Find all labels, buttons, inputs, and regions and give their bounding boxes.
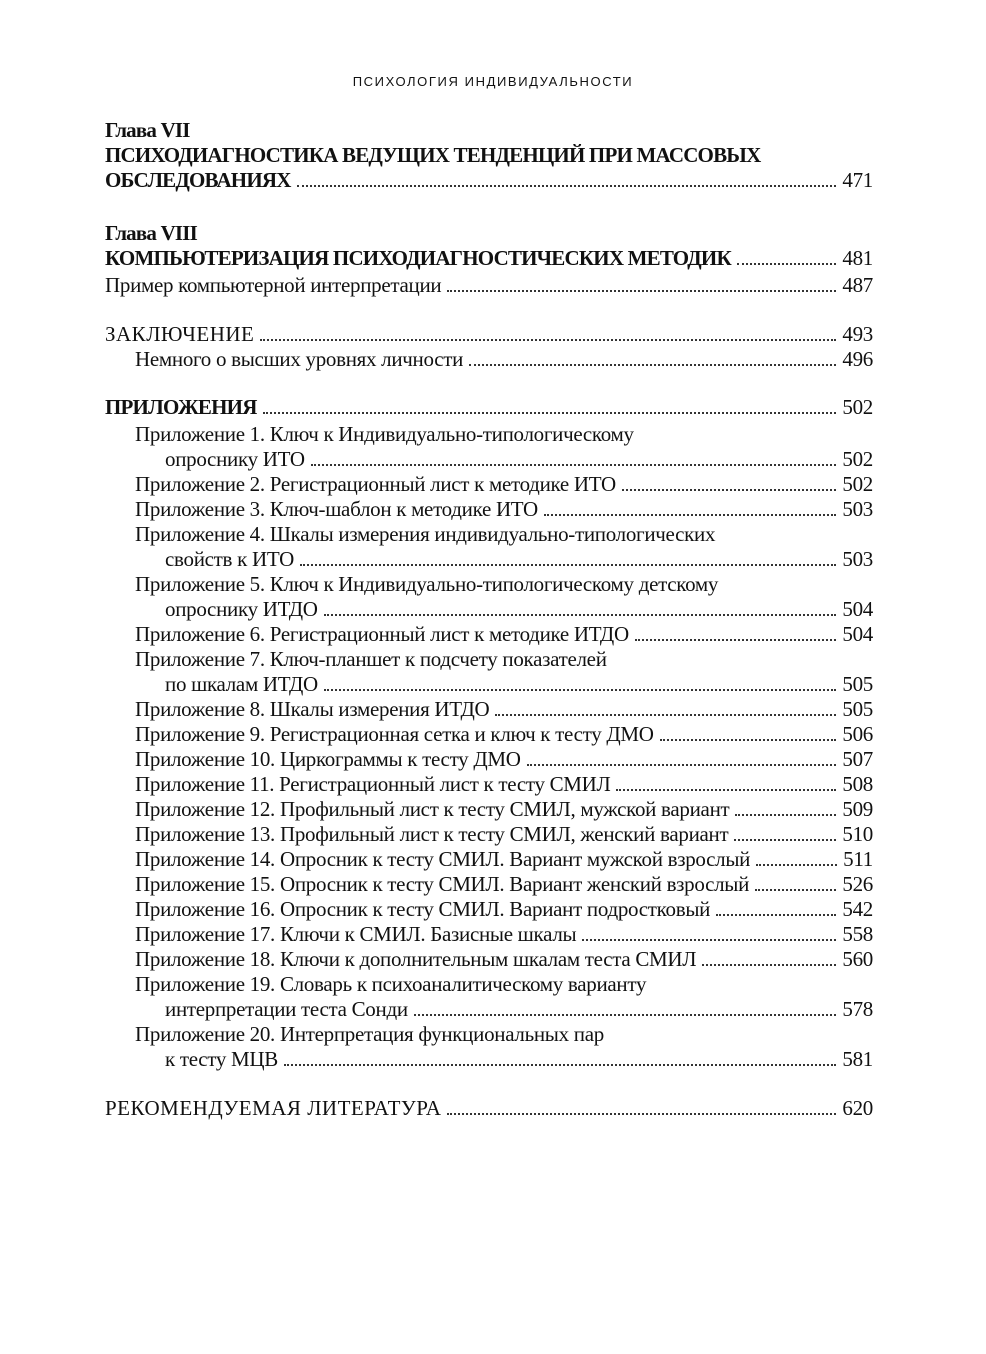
toc-entry-title: Приложение 1. Ключ к Индивидуально-типологическому [135,422,634,446]
dot-leader [756,864,837,866]
toc-entry[interactable] [105,797,873,822]
toc-entry[interactable] [105,772,873,797]
page-number: 560 [842,947,873,971]
toc-entry[interactable] [105,947,873,972]
toc-entry[interactable] [105,922,873,947]
dot-leader [734,839,836,841]
dot-leader [297,185,837,187]
toc-entry-title: Приложение 11. Регистрационный лист к тесту СМИЛ [135,772,611,796]
page-number: 504 [842,622,873,646]
toc-entry[interactable] [105,1022,873,1072]
toc-entry-title: ПРИЛОЖЕНИЯ [105,395,257,419]
page-number: 526 [842,872,873,896]
page-number: 558 [842,922,873,946]
toc-entry[interactable] [105,722,873,747]
toc-entry-title: Приложение 14. Опросник к тесту СМИЛ. Вариант мужской взрослый [135,847,751,871]
toc-entry-title: ПСИХОДИАГНОСТИКА ВЕДУЩИХ ТЕНДЕНЦИЙ ПРИ МАССОВЫХ [105,143,761,167]
toc-entry-title: Приложение 6. Регистрационный лист к методике ИТДО [135,622,629,646]
page-number: 502 [842,472,873,496]
dot-leader [544,514,836,516]
toc-entry[interactable] [105,143,873,193]
toc-entry-title: Приложение 3. Ключ-шаблон к методике ИТО [135,497,538,521]
toc-entry-title: Приложение 4. Шкалы измерения индивидуально-типологических [135,522,716,546]
dot-leader [737,263,837,265]
toc-entry-title: Приложение 10. Циркограммы к тесту ДМО [135,747,521,771]
toc-entry-title: ЗАКЛЮЧЕНИЕ [105,322,255,346]
toc-entry[interactable] [105,622,873,647]
toc-entry[interactable] [105,872,873,897]
toc-entry[interactable] [105,472,873,497]
dot-leader [622,489,837,491]
toc-entry-title: Приложение 15. Опросник к тесту СМИЛ. Вариант женский взрослый [135,872,750,896]
toc-entry-title: опроснику ИТДО [165,597,318,621]
page-number: 505 [842,672,873,696]
toc-entry-title: Приложение 7. Ключ-планшет к подсчету показателей [135,647,607,671]
toc-entry[interactable] [105,395,873,420]
dot-leader [447,290,836,292]
page-number: 511 [843,847,873,871]
dot-leader [324,689,837,691]
dot-leader [716,914,836,916]
toc-entry[interactable] [105,847,873,872]
toc-entry[interactable] [105,273,873,298]
page-number: 481 [842,246,873,270]
toc-entry[interactable] [105,246,873,271]
page-number: 508 [842,772,873,796]
dot-leader [263,412,837,414]
page-number: 496 [842,347,873,371]
toc-entry-title: Приложение 20. Интерпретация функциональных пар [135,1022,604,1046]
toc-entry-title: Глава VIII [105,221,198,245]
page-number: 503 [842,547,873,571]
page-number: 487 [842,273,873,297]
page-number: 509 [842,797,873,821]
toc-entry[interactable] [105,697,873,722]
toc-entry-title: свойств к ИТО [165,547,294,571]
dot-leader [582,939,836,941]
toc-entry-title: по шкалам ИТДО [165,672,318,696]
dot-leader [702,964,836,966]
toc-entry-title: Приложение 17. Ключи к СМИЛ. Базисные шкалы [135,922,577,946]
toc-entry[interactable] [105,972,873,1022]
page-number: 510 [842,822,873,846]
toc-entry-title: Приложение 9. Регистрационная сетка и ключ к тесту ДМО [135,722,654,746]
dot-leader [469,364,836,366]
toc-entry-title: РЕКОМЕНДУЕМАЯ ЛИТЕРАТУРА [105,1096,442,1120]
table-of-contents [105,118,873,1121]
page-number: 503 [842,497,873,521]
toc-entry[interactable] [105,322,873,347]
toc-entry[interactable] [105,647,873,697]
toc-entry[interactable] [105,572,873,622]
toc-entry[interactable] [105,347,873,372]
toc-entry[interactable] [105,497,873,522]
page-number: 493 [842,322,873,346]
dot-leader [495,714,836,716]
toc-entry[interactable] [105,897,873,922]
dot-leader [260,339,836,341]
page-number: 620 [842,1096,873,1120]
dot-leader [414,1014,837,1016]
toc-entry[interactable] [105,522,873,572]
toc-entry[interactable] [105,118,873,143]
toc-entry[interactable] [105,1096,873,1121]
toc-entry-title: Приложение 19. Словарь к психоаналитическому варианту [135,972,647,996]
page-number: 507 [842,747,873,771]
dot-leader [735,814,836,816]
toc-entry-title: Пример компьютерной интерпретации [105,273,442,297]
page-number: 506 [842,722,873,746]
toc-entry-title: КОМПЬЮТЕРИЗАЦИЯ ПСИХОДИАГНОСТИЧЕСКИХ МЕТОДИК [105,246,731,270]
dot-leader [447,1113,836,1115]
toc-entry-title: Приложение 2. Регистрационный лист к методике ИТО [135,472,616,496]
dot-leader [527,764,837,766]
page-number: 542 [842,897,873,921]
toc-entry[interactable] [105,422,873,472]
running-header: ПСИХОЛОГИЯ ИНДИВИДУАЛЬНОСТИ [352,74,634,89]
dot-leader [311,464,837,466]
page-number: 581 [842,1047,873,1071]
page-number: 502 [842,447,873,471]
toc-entry[interactable] [105,221,873,246]
toc-entry-title: Глава VII [105,118,190,142]
toc-entry-title: Приложение 8. Шкалы измерения ИТДО [135,697,490,721]
toc-entry-title: ОБСЛЕДОВАНИЯХ [105,168,291,192]
page-number: 505 [842,697,873,721]
toc-entry-title: Приложение 13. Профильный лист к тесту СМИЛ, женский вариант [135,822,729,846]
page-number: 471 [842,168,873,192]
dot-leader [755,889,836,891]
toc-entry-title: Приложение 16. Опросник к тесту СМИЛ. Вариант подростковый [135,897,711,921]
dot-leader [616,789,836,791]
dot-leader [635,639,837,641]
toc-entry[interactable] [105,822,873,847]
toc-entry-title: Приложение 5. Ключ к Индивидуально-типологическому детскому [135,572,719,596]
toc-entry-title: к тесту МЦВ [165,1047,278,1071]
dot-leader [300,564,836,566]
toc-entry-title: Приложение 18. Ключи к дополнительным шкалам теста СМИЛ [135,947,697,971]
toc-entry-title: интерпретации теста Сонди [165,997,408,1021]
toc-entry-title: Приложение 12. Профильный лист к тесту СМИЛ, мужской вариант [135,797,730,821]
toc-entry[interactable] [105,747,873,772]
page-number: 504 [842,597,873,621]
dot-leader [660,739,837,741]
toc-entry-title: опроснику ИТО [165,447,305,471]
toc-entry-title: Немного о высших уровнях личности [135,347,464,371]
dot-leader [324,614,837,616]
page-number: 578 [842,997,873,1021]
dot-leader [284,1064,836,1066]
page-number: 502 [842,395,873,419]
